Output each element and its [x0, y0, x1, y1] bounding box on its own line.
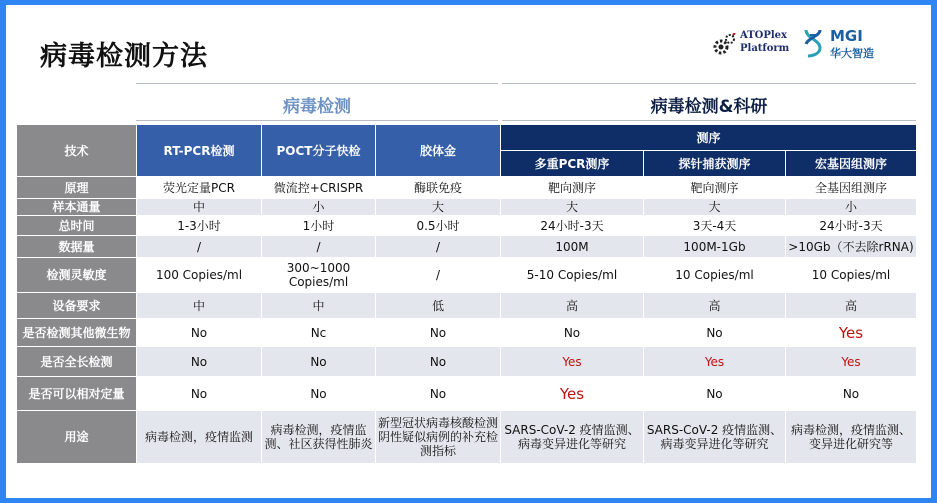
corner-header: 技术 — [17, 125, 137, 177]
table-cell: / — [262, 236, 376, 258]
table-row — [17, 319, 917, 347]
table-cell: 靶向测序 — [644, 177, 786, 199]
table-cell: 全基因组测序 — [786, 177, 917, 199]
section-header-right-label: 病毒检测&科研 — [650, 97, 768, 117]
table-cell: 中 — [137, 293, 262, 319]
table-cell: No — [262, 347, 376, 377]
table-cell: No — [644, 377, 786, 411]
table-cell: No — [137, 347, 262, 377]
table-cell: 0.5小时 — [376, 216, 501, 236]
table-row — [17, 347, 917, 377]
row-header: 检测灵敏度 — [17, 258, 137, 293]
table-cell: 低 — [376, 293, 501, 319]
table-cell: / — [376, 236, 501, 258]
atoplex-text — [740, 29, 789, 55]
column-header: RT-PCR检测 — [137, 125, 262, 177]
table-cell: / — [137, 236, 262, 258]
table-cell: 小 — [786, 199, 917, 216]
table-row — [17, 216, 917, 236]
table-cell: 新型冠状病毒核酸检测阴性疑似病例的补充检测指标 — [376, 411, 501, 464]
table-row — [17, 177, 917, 199]
table-cell: 100M-1Gb — [644, 236, 786, 258]
table-cell: 高 — [644, 293, 786, 319]
row-header: 数据量 — [17, 236, 137, 258]
comparison-table — [16, 124, 917, 464]
table-cell: 1小时 — [262, 216, 376, 236]
table-cell: 100M — [501, 236, 644, 258]
section-header-detection-research — [502, 83, 916, 121]
table-row — [17, 258, 917, 293]
table-cell: 24小时-3天 — [501, 216, 644, 236]
table-row — [17, 377, 917, 411]
table-cell: 中 — [262, 293, 376, 319]
table-cell: 高 — [501, 293, 644, 319]
page-title: 病毒检测方法 — [40, 41, 208, 72]
table-cell: No — [644, 319, 786, 347]
column-header: 探针捕获测序 — [644, 151, 786, 177]
table-cell: 100 Copies/ml — [137, 258, 262, 293]
table-cell: 酶联免疫 — [376, 177, 501, 199]
row-header: 原理 — [17, 177, 137, 199]
table-cell: 10 Copies/ml — [644, 258, 786, 293]
atoplex-line2: Platform — [740, 43, 790, 54]
table-cell: 中 — [137, 199, 262, 216]
table-cell: 300~1000 Copies/ml — [262, 258, 376, 293]
table-cell: No — [376, 377, 501, 411]
section-header-virus-detection — [136, 83, 498, 121]
row-header: 设备要求 — [17, 293, 137, 319]
table-cell: 大 — [376, 199, 501, 216]
mgi-name: MGI — [830, 27, 863, 45]
table-cell: No — [137, 377, 262, 411]
row-header: 总时间 — [17, 216, 137, 236]
row-header: 样本通量 — [17, 199, 137, 216]
table-cell: No — [376, 347, 501, 377]
section-header-left-label: 病毒检测 — [283, 97, 351, 117]
row-header: 用途 — [17, 411, 137, 464]
table-cell: 1-3小时 — [137, 216, 262, 236]
table-cell: >10Gb（不去除rRNA) — [786, 236, 917, 258]
table-cell: 荧光定量PCR — [137, 177, 262, 199]
table-cell: No — [376, 319, 501, 347]
table-row — [17, 236, 917, 258]
table-cell: No — [262, 377, 376, 411]
table-row — [17, 293, 917, 319]
table-cell: 大 — [644, 199, 786, 216]
table-cell: 5-10 Copies/ml — [501, 258, 644, 293]
table-cell: 病毒检测，疫情监测、社区获得性肺炎 — [262, 411, 376, 464]
table-cell: 10 Copies/ml — [786, 258, 917, 293]
table-cell: 病毒检测，疫情监测 — [137, 411, 262, 464]
table-cell: No — [137, 319, 262, 347]
column-header: 宏基因组测序 — [786, 151, 917, 177]
table-cell: No — [786, 377, 917, 411]
table-cell: 24小时-3天 — [786, 216, 917, 236]
row-header: 是否检测其他微生物 — [17, 319, 137, 347]
column-header: POCT分子快检 — [262, 125, 376, 177]
table-cell: 靶向测序 — [501, 177, 644, 199]
sequencing-group-header: 测序 — [501, 125, 917, 151]
atoplex-logo — [712, 27, 790, 61]
table-cell: Yes — [786, 319, 917, 347]
table-cell: Nc — [262, 319, 376, 347]
table-cell: 高 — [786, 293, 917, 319]
table-cell: SARS-CoV-2 疫情监测、病毒变异进化等研究 — [501, 411, 644, 464]
table-cell: Yes — [786, 347, 917, 377]
table-cell: Yes — [501, 347, 644, 377]
mgi-subtitle: 华大智造 — [830, 47, 874, 60]
table-cell: Yes — [644, 347, 786, 377]
table-row — [17, 411, 917, 464]
table-cell: SARS-CoV-2 疫情监测、病毒变异进化等研究 — [644, 411, 786, 464]
mgi-logo — [802, 26, 892, 62]
row-header: 是否全长检测 — [17, 347, 137, 377]
gear-icon — [712, 33, 736, 57]
table-cell: Yes — [501, 377, 644, 411]
table-cell: 病毒检测，疫情监测、变异进化研究等 — [786, 411, 917, 464]
atoplex-line1: ATOPlex — [740, 30, 788, 41]
table-cell: / — [376, 258, 501, 293]
row-header: 是否可以相对定量 — [17, 377, 137, 411]
dna-icon — [802, 28, 824, 58]
table-cell: 微流控+CRISPR — [262, 177, 376, 199]
table-cell: 小 — [262, 199, 376, 216]
table-cell: 大 — [501, 199, 644, 216]
table-row — [17, 199, 917, 216]
table-cell: 3天-4天 — [644, 216, 786, 236]
table-cell: No — [501, 319, 644, 347]
column-header: 胶体金 — [376, 125, 501, 177]
column-header: 多重PCR测序 — [501, 151, 644, 177]
